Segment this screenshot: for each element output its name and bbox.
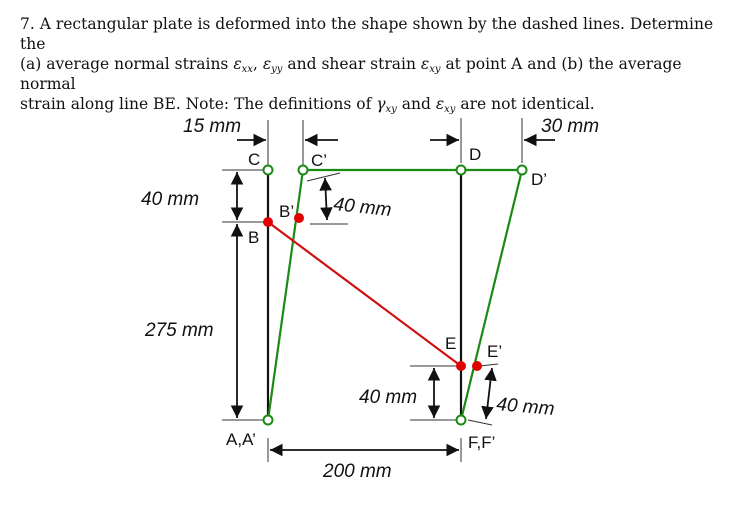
label-c: C [248,150,261,169]
point-c-prime [299,166,308,175]
label-f-f-prime: F,F’ [468,433,496,452]
dim-top-left-shift: 15 mm [183,116,242,137]
line-be [268,222,461,366]
point-c [264,166,273,175]
dim-e-above-f: 40 mm [359,387,418,408]
point-d-prime [518,166,527,175]
dim-left-upper: 40 mm [141,189,200,210]
label-b-prime: B’ [279,202,295,221]
dim-left-lower: 275 mm [145,320,214,341]
dim-b-prime-offset: 40 mm [332,194,393,222]
points [263,166,527,425]
label-a-a-prime: A,A’ [226,430,256,449]
dim-e-prime-offset: 40 mm [495,394,556,421]
point-f [457,416,466,425]
point-e-prime [472,361,482,371]
point-b-prime [294,213,304,223]
deformed-right-edge [461,170,522,420]
point-a [264,416,273,425]
point-d [457,166,466,175]
dim-width: 200 mm [323,461,392,482]
label-e-prime: E’ [487,342,503,361]
problem-line-3: strain along line BE. Note: The definitions of $\gamma_{xy}$ and $\varepsilon_{xy}$ are not identical. [20,95,595,115]
label-d: D [469,145,482,164]
problem-line-1: 7. A rectangular plate is deformed into the shape shown by the dashed lines. Determine the [20,15,714,53]
label-c-prime: C’ [311,151,328,170]
point-b [263,217,273,227]
dim-top-right-shift: 30 mm [541,116,600,137]
deformed-plate [268,170,522,420]
problem-line-2: (a) average normal strains $\varepsilon_{xx}$, $\varepsilon_{yy}$ and shear strain $\varepsilon_{xy}$ at point A and (b) the average normal [20,55,682,93]
point-e [456,361,466,371]
label-e: E [445,334,457,353]
label-d-prime: D’ [531,170,548,189]
label-b: B [248,228,260,247]
